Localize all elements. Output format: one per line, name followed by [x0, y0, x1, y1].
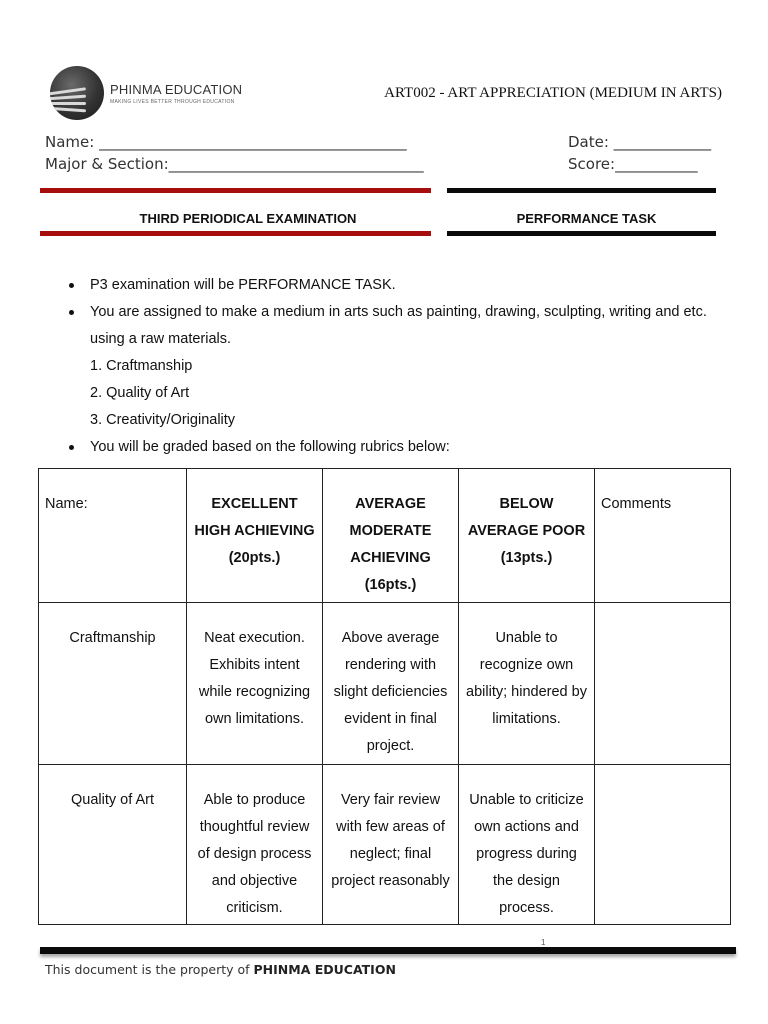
table-row [39, 603, 731, 765]
phinma-logo-icon [50, 66, 104, 120]
logo-name: PHINMA EDUCATION [110, 82, 243, 97]
instruction-item: You will be graded based on the following rubrics below: [68, 434, 718, 461]
comments-cell [595, 765, 731, 925]
phinma-logo [48, 64, 248, 126]
logo-tagline: MAKING LIVES BETTER THROUGH EDUCATION [110, 99, 235, 105]
red-divider-bottom [40, 231, 431, 236]
red-divider-top [40, 188, 431, 193]
footer-prefix: This document is the property of [45, 962, 254, 977]
average-cell: Very fair review with few areas of neglect; final project reasonably [323, 765, 459, 925]
score-field: Score:___________ [568, 155, 698, 173]
footer-owner: PHINMA EDUCATION [253, 962, 396, 977]
footer-divider [40, 947, 736, 954]
table-header-row [39, 469, 731, 603]
criterion-cell: Craftmanship [39, 603, 187, 765]
header-comments: Comments [595, 469, 731, 603]
instructions-list [68, 272, 718, 461]
header-excellent: EXCELLENT HIGH ACHIEVING (20pts.) [187, 469, 323, 603]
date-field: Date: _____________ [568, 133, 712, 151]
page-number: 1 [541, 938, 546, 947]
criteria-item: 2. Quality of Art [90, 385, 190, 401]
name-field: Name: _________________________________________ [45, 133, 407, 151]
black-divider-top [447, 188, 716, 193]
criteria-item: 1. Craftmanship [90, 358, 193, 374]
excellent-cell: Neat execution. Exhibits intent while recognizing own limitations. [187, 603, 323, 765]
task-title: PERFORMANCE TASK [516, 211, 657, 226]
below-average-cell: Unable to recognize own ability; hindered by limitations. [459, 603, 595, 765]
below-average-cell: Unable to criticize own actions and progress during the design process. [459, 765, 595, 925]
instruction-item: P3 examination will be PERFORMANCE TASK. [68, 272, 718, 299]
major-section-field: Major & Section:__________________________________ [45, 155, 424, 173]
course-title: ART002 - ART APPRECIATION (MEDIUM IN ARTS) [384, 85, 722, 101]
exam-title: THIRD PERIODICAL EXAMINATION [139, 211, 357, 226]
footer-text [45, 962, 396, 977]
instruction-item: You are assigned to make a medium in arts such as painting, drawing, sculpting, writing and etc. using a raw materials. [68, 299, 718, 353]
excellent-cell: Able to produce thoughtful review of design process and objective criticism. [187, 765, 323, 925]
header-below-average: BELOW AVERAGE POOR (13pts.) [459, 469, 595, 603]
average-cell: Above average rendering with slight deficiencies evident in final project. [323, 603, 459, 765]
header-average: AVERAGE MODERATE ACHIEVING (16pts.) [323, 469, 459, 603]
header-name: Name: [39, 469, 187, 603]
comments-cell [595, 603, 731, 765]
rubric-table [38, 468, 731, 925]
table-row [39, 765, 731, 925]
black-divider-bottom [447, 231, 716, 236]
criteria-item: 3. Creativity/Originality [90, 412, 236, 428]
criterion-cell: Quality of Art [39, 765, 187, 925]
